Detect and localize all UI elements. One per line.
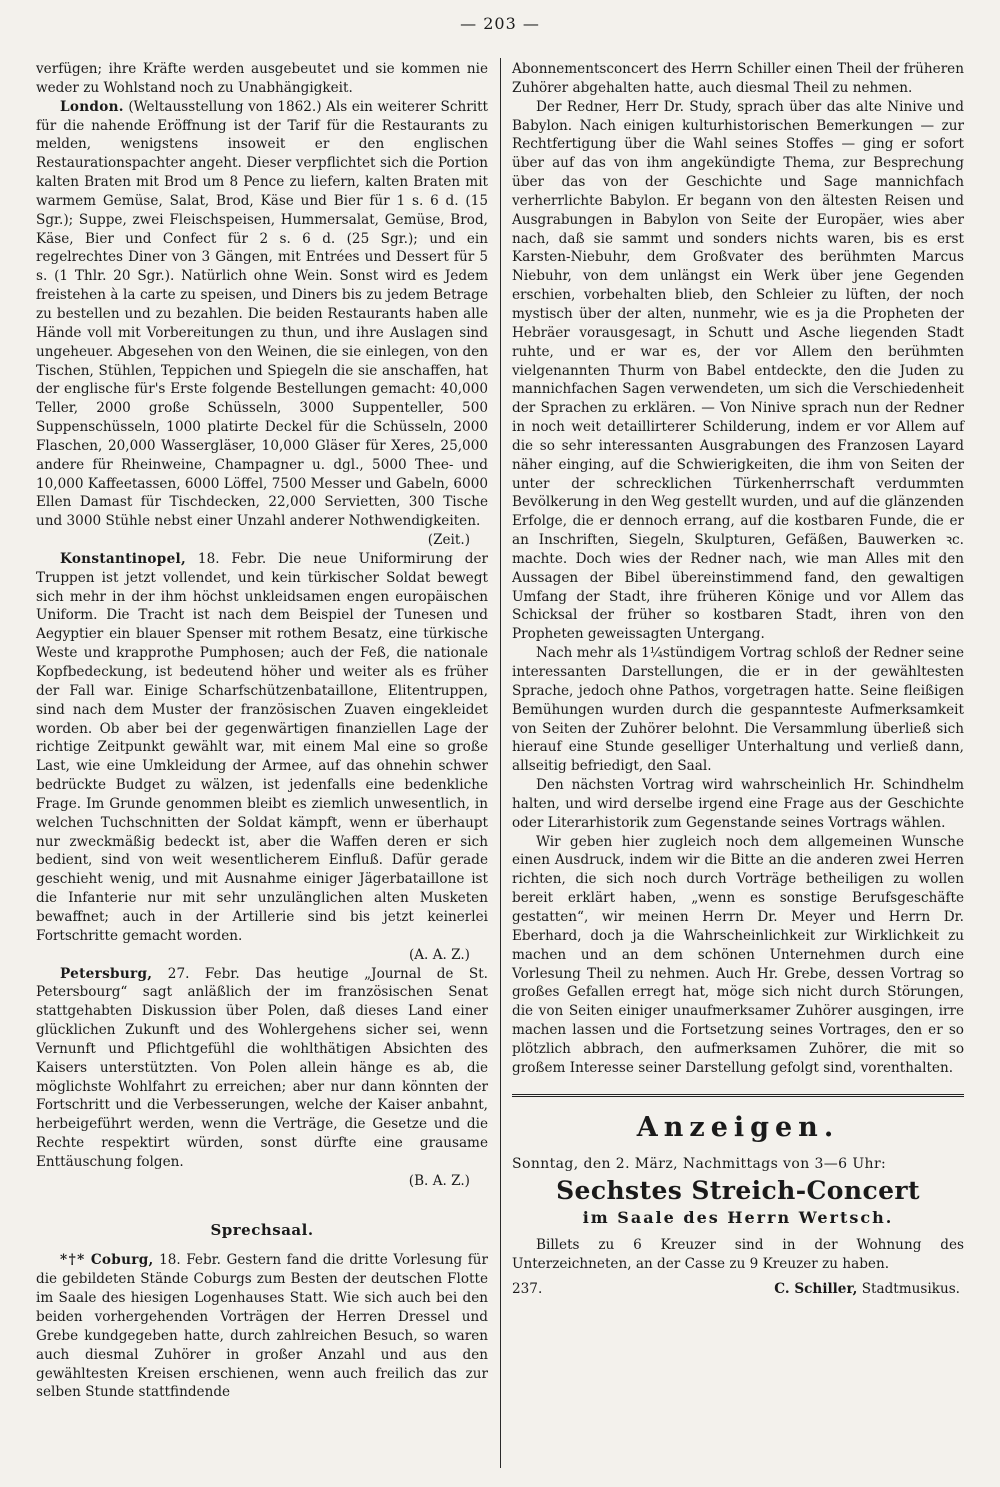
ad-footer xyxy=(512,1280,964,1299)
ad-number: 237. xyxy=(512,1280,543,1297)
left-column xyxy=(36,60,488,1402)
article-konstantinopel-text: 18. Febr. Die neue Uniformirung der Truppen ist jetzt vollendet, und kein türkischer Soldat bewegt sich mehr in der ihm höchst unkleidsamen engen europäischen Uniform. Die Tracht ist nach dem Beispiel der Tunesen und Aegyptier ein blauer Spenser mit rothem Besatz, eine türkische Weste und krapprothe Pumphosen; auch der Feß, die nationale Kopfbedeckung, ist bedeutend höher und weiter als es früher der Fall war. Einige Scharfschützenbataillone, Elitentruppen, sind nach dem Muster der französischen Zuaven eingekleidet worden. Ob aber bei der gegenwärtigen finanziellen Lage der richtige Zeitpunkt gewählt war, mit einem Mal eine so große Last, wie eine Umkleidung der Armee, auf das ohnehin schwer bedrückte Budget zu wälzen, ist jedenfalls eine bedenkliche Frage. Im Grunde genommen bleibt es ziemlich unwesentlich, in welchen Tuchschnitten der Soldat kämpft, wenn er überhaupt nur zweckmäßig bedeckt ist, aber die Waffen deren er sich bedient, sind von weit wesentlicherem Einfluß. Dafür gerade geschieht wenig, und mit Ausnahme einiger Jägerbataillone ist die Infanterie nur mit sehr unzulänglichen alten Musketen bewaffnet; auch in der Artillerie sind bis jetzt keinerlei Fortschritte gemacht worden. xyxy=(36,550,488,944)
page-number: — 203 — xyxy=(460,14,540,33)
article-london xyxy=(36,98,488,531)
source-petersburg: (B. A. Z.) xyxy=(408,1172,470,1189)
ad-signature: C. Schiller, xyxy=(774,1280,858,1297)
dateline-london: London. xyxy=(60,98,124,115)
dateline-coburg: *†* Coburg, xyxy=(60,1252,154,1269)
ad-subtitle: im Saale des Herrn Wertsch. xyxy=(582,1208,894,1228)
ads-divider xyxy=(512,1094,964,1097)
paragraph-continuation: verfügen; ihre Kräfte werden ausgebeutet und sie kommen nie weder zu Wohlstand noch zu Unabhängigkeit. xyxy=(36,61,488,96)
article-coburg-text: 18. Febr. Gestern fand die dritte Vorlesung für die gebildeten Stände Coburgs zum Besten der deutschen Flotte im Saale des hiesigen Logenhauses Statt. Wie sich auch bei den beiden vorhergehenden Vorträgen der Herren Dressel und Grebe kundgegeben hatte, durch zahlreichen Besuch, so waren auch diesmal Zuhörer in großer Anzahl und aus den gewähltesten Kreisen erschienen, wenn auch freilich das zur selben Stunde stattfindende xyxy=(36,1252,488,1401)
dateline-petersburg: Petersburg, xyxy=(60,965,153,982)
section-heading-anzeigen: Anzeigen. xyxy=(636,1111,840,1143)
paragraph-next-lecture: Den nächsten Vortrag wird wahrscheinlich Hr. Schindhelm halten, und wird derselbe irgend eine Frage aus der Geschichte oder Literarhistorik zum Gegenstande seines Vortrags wählen. xyxy=(512,777,964,831)
ad-date-line: Sonntag, den 2. März, Nachmittags von 3—6 Uhr: xyxy=(512,1156,887,1173)
column-divider xyxy=(500,58,501,1468)
paragraph-conclusion: Nach mehr als 1¼stündigem Vortrag schloß der Redner seine interessanten Darstellungen, die er in der gewähltesten Sprache, jedoch ohne Pathos, vorgetragen hatte. Seine fleißigen Bemühungen wurden durch die gespannteste Aufmerksamkeit von Seiten der Zuhörer belohnt. Die Versammlung überließ sich hierauf eine Stunde geselliger Unterhaltung und verließ dann, allseitig befriedigt, den Saal. xyxy=(512,645,964,775)
article-konstantinopel xyxy=(36,550,488,946)
ad-body: Billets zu 6 Kreuzer sind in der Wohnung des Unterzeichneten, an der Casse zu 9 Kreuzer zu haben. xyxy=(512,1236,964,1272)
article-petersburg xyxy=(36,965,488,1172)
ad-title: Sechstes Streich-Concert xyxy=(556,1176,920,1206)
article-coburg xyxy=(36,1251,488,1402)
paragraph-continuation-right: Abonnementsconcert des Herrn Schiller einen Theil der früheren Zuhörer abgehalten hatte, auch diesmal Theil zu nehmen. xyxy=(512,61,964,96)
dateline-konstantinopel: Konstantinopel, xyxy=(60,550,187,567)
article-petersburg-text: 27. Febr. Das heutige „Journal de St. Petersbourg“ sagt anläßlich der im französischen Senat stattgehabten Diskussion über Polen, daß dieses Land einer glücklichen Zukunft und des Wohlergehens sicher sei, wenn Vernunft und Pflichtgefühl die wohlthätigen Absichten des Kaisers unterstützten. Von Polen allein hänge es ab, die möglichste Wohlfahrt zu erreichen; aber nur dann könnten der Fortschritt und die Verbesserungen, welche der Kaiser anbahnt, herbeigeführt werden, wenn die Verträge, die Gesetze und die Rechte respektirt würden, sonst dürfte eine grausame Enttäuschung folgen. xyxy=(36,965,488,1170)
paragraph-lecture: Der Redner, Herr Dr. Study, sprach über das alte Ninive und Babylon. Nach einigen kulturhistorischen Bemerkungen — zur Rechtfertigung über die Wahl seines Stoffes — ging er sofort über auf das von ihm angekündigte Thema, zur Besprechung über das von der Geschichte und Sage mannichfach verherrlichte Babylon. Er begann von den ältesten Reisen und Ausgrabungen in Babylon von Seite der Europäer, wies aber nach, daß sie sammt und sonders nichts waren, bis es erst Karsten-Niebuhr, dem Großvater des berühmten Marcus Niebuhr, von dem unlängst ein Werk über jene Gegenden erschien, vorbehalten blieb, den Schleier zu lüften, der noch mystisch über der alten, nunmehr, wie es ja die Propheten der Hebräer vorausgesagt, in Schutt und Asche liegenden Stadt ruhte, und er war es, der vor Allem den berühmten vielgenannten Thurm von Babel entdeckte, den die Juden zu mannichfachen Sagen verwendeten, um sich die Verschiedenheit der Sprachen zu erklären. — Von Ninive sprach nun der Redner in noch weit detaillirterer Schilderung, indem er vor Allem auf die so sehr interessanten Ausgrabungen des Franzosen Layard näher einging, auf die Schwierigkeiten, die ihm von Seiten der unter der schrecklichen Türkenherrschaft verdummten Bevölkerung in den Weg gestellt wurden, und auf die glänzenden Erfolge, die er dennoch errang, auf die kostbaren Funde, die er an Inschriften, Siegeln, Skulpturen, Gefäßen, Bauwerken ꝛc. machte. Doch wies der Redner nach, wie man Alles mit den Aussagen der Bibel übereinstimmend fand, den gewaltigen Umfang der Stadt, ihre früheren Könige und vor Allem das Schicksal der früher so kostbaren Stadt, ihren von den Propheten geweissagten Untergang. xyxy=(512,98,964,643)
article-london-text: (Weltausstellung von 1862.) Als ein weiterer Schritt für die nahende Eröffnung ist der Tarif für die Restaurants zu melden, wenigstens insoweit er den englischen Restaurationspachter angeht. Dieser verpflichtet sich die Portion kalten Braten mit Brod um 8 Pence zu liefern, kalten Braten mit warmem Gemüse, Salat, Brod, Käse und Bier für 1 s. 6 d. (15 Sgr.); Suppe, zwei Fleischspeisen, Hummersalat, Gemüse, Brod, Käse, Bier und Confect für 2 s. 6 d. (25 Sgr.); und ein regelrechtes Diner von 3 Gängen, mit Entrées und Dessert für 5 s. (1 Thlr. 20 Sgr.). Natürlich ohne Wein. Sonst wird es Jedem freistehen à la carte zu speisen, und Diners bis zu jedem Betrage zu bestellen und zu bezahlen. Die beiden Restaurants haben alle Hände voll mit Vorbereitungen zu thun, und ihre Auslagen sind ungeheuer. Abgesehen von den Weinen, die sie einlegen, von den Tischen, Stühlen, Teppichen und Spiegeln die sie anschaffen, hat der englische für's Erste folgende Bestellungen gemacht: 40,000 Teller, 2000 große Schüsseln, 3000 Suppenteller, 500 Suppenschüsseln, 1000 platirte Deckel für die Schüsseln, 2000 Flaschen, 20,000 Wassergläser, 10,000 Gläser für Xeres, 25,000 andere für Rheinweine, Champagner u. dgl., 5000 Thee- und 10,000 Kaffeetassen, 6000 Löffel, 7500 Messer und Gabeln, 6000 Ellen Damast für Tischdecken, 22,000 Servietten, 300 Tische und 3000 Stühle nebst einer Unzahl anderer Nothwendigkeiten. xyxy=(36,98,488,530)
ad-signature-title: Stadtmusikus. xyxy=(857,1280,960,1297)
source-konstantinopel: (A. A. Z.) xyxy=(408,946,470,963)
ad-signature-block xyxy=(774,1280,960,1299)
right-column xyxy=(512,60,964,1298)
paragraph-appeal: Wir geben hier zugleich noch dem allgemeinen Wunsche einen Ausdruck, indem wir die Bitte an die anderen zwei Herren richten, die sich noch durch Vorträge betheiligen zu wollen bereit erklärt haben, „wenn es sonstige Berufsgeschäfte gestatten“, wir meinen Herrn Dr. Meyer und Herrn Dr. Eberhard, doch ja die Wahrscheinlichkeit zur Wirklichkeit zu machen und an dem schönen Unternehmen durch eine Vorlesung Theil zu nehmen. Auch Hr. Grebe, dessen Vortrag so großes Gefallen erregt hat, möge sich nicht durch Störungen, die von Seiten einiger unaufmerksamer Zuhörer ausgingen, irre machen lassen und die Fortsetzung seines Vortrages, den er so plötzlich abbrach, den aufmerksamen Zuhörer, die mit so großem Interesse seiner Darstellung gefolgt sind, vorenthalten. xyxy=(512,833,964,1076)
source-london: (Zeit.) xyxy=(427,532,470,549)
section-heading-sprechsaal: Sprechsaal. xyxy=(210,1220,314,1239)
